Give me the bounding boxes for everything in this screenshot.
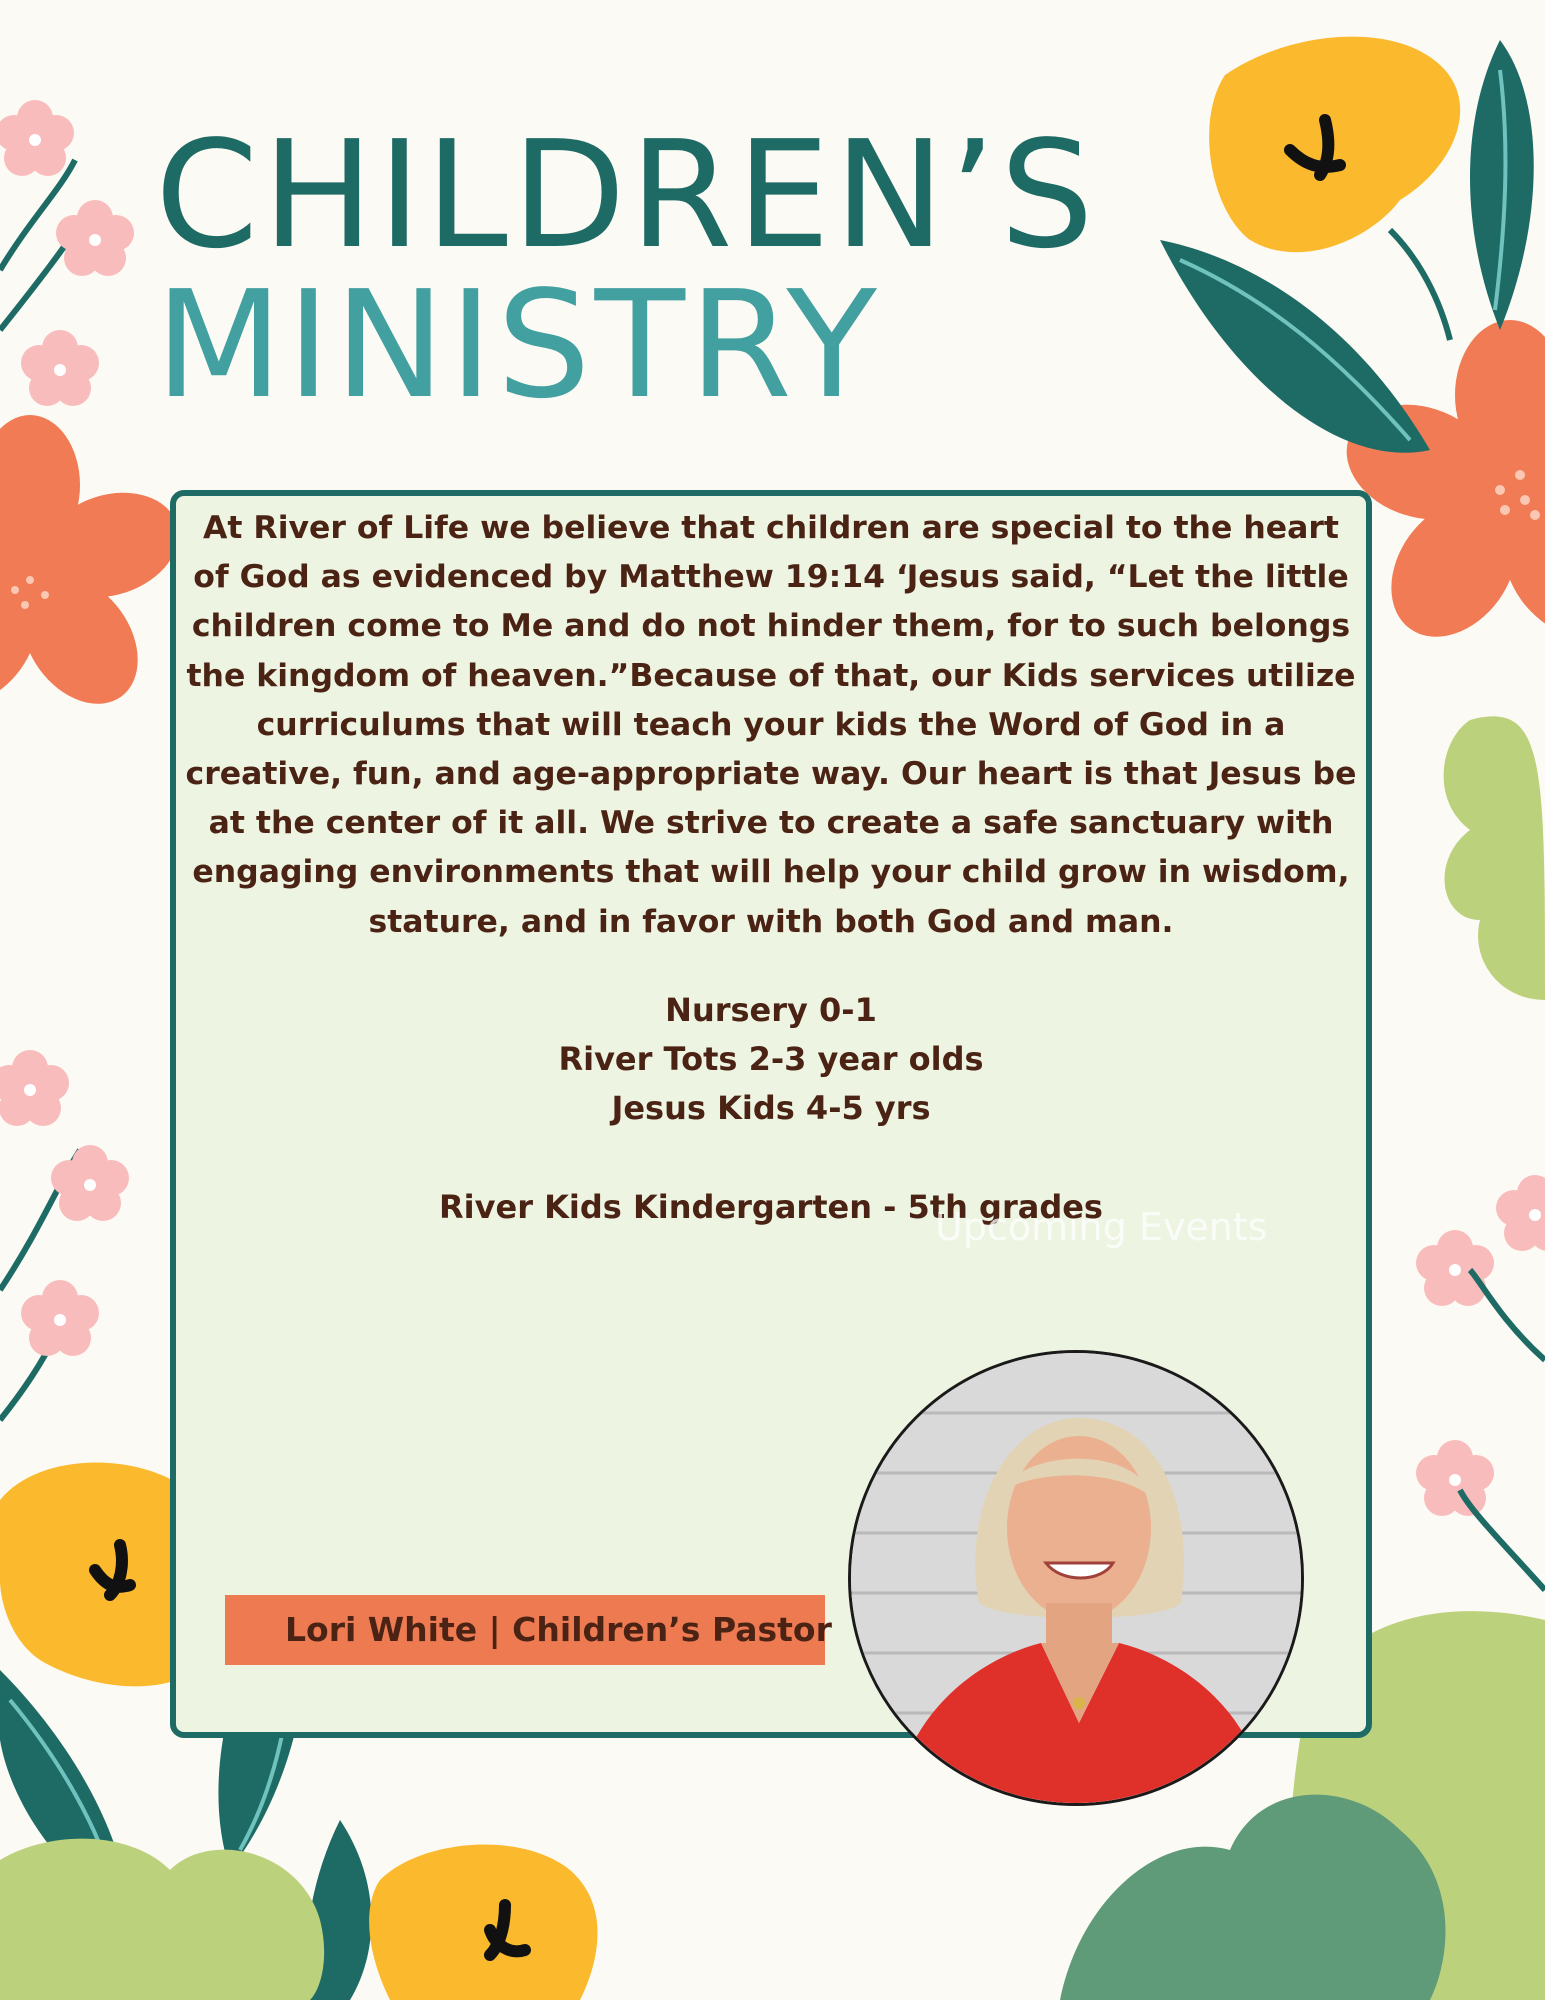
program-nursery: Nursery 0-1: [665, 991, 877, 1029]
intro-paragraph: At River of Life we believe that children are special to the heart of God as evidenced by Matthew 19:14 ‘Jesus said, “Let the little children come to Me and do not hinder them, for to such belongs the kingdom of heaven.”Because of that, our Kids services utilize curriculums that will teach your kids the Word of God in a creative, fun, and age-appropriate way. Our heart is that Jesus be at the center of it all. We strive to create a safe sanctuary with engaging environments that will help your child grow in wisdom, stature, and in favor with both God and man.: [185, 510, 1357, 940]
upcoming-events-overlay: Upcoming Events: [935, 1205, 1268, 1249]
pastor-portrait-photo: [848, 1350, 1304, 1806]
title-line-ministry: MINISTRY: [155, 259, 881, 431]
program-river-kids: River Kids Kindergarten - 5th grades: [439, 1187, 1103, 1226]
program-jesus-kids: Jesus Kids 4-5 yrs: [611, 1089, 931, 1128]
program-list: [176, 986, 1366, 1232]
title-line-childrens: CHILDREN’S: [155, 109, 1098, 281]
page-title: [155, 109, 1098, 431]
program-river-tots: River Tots 2-3 year olds: [558, 1040, 984, 1079]
pastor-caption: Lori White | Children’s Pastor: [225, 1595, 825, 1665]
